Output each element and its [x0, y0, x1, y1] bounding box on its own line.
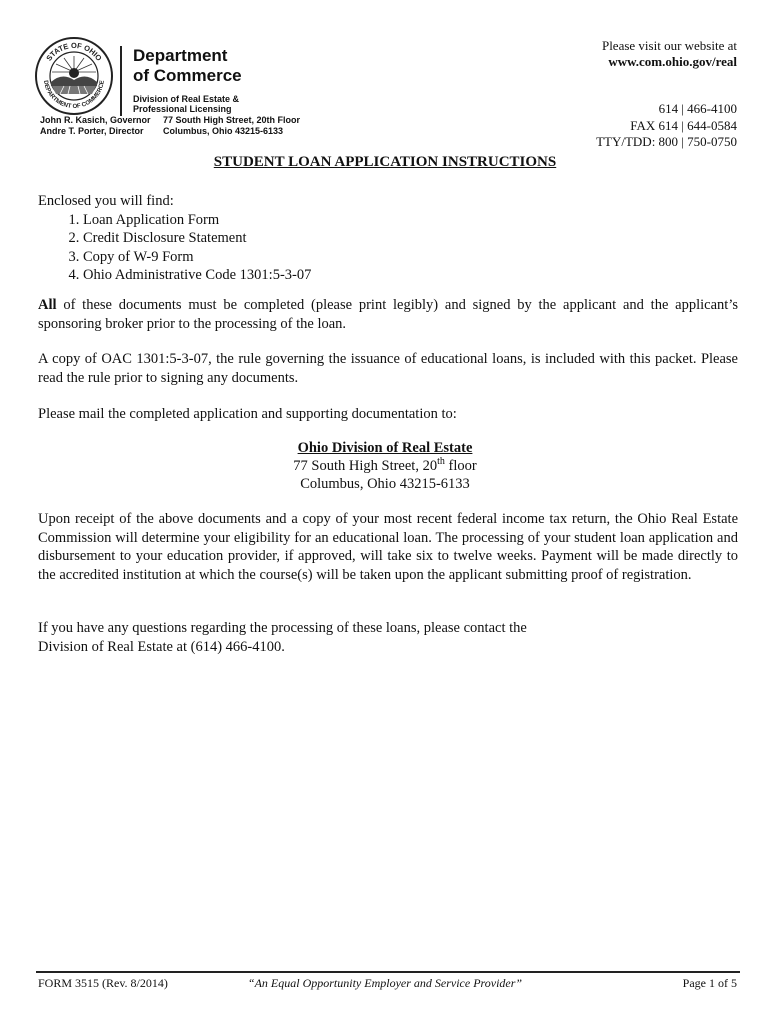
enclosed-intro: Enclosed you will find: — [38, 193, 174, 209]
contact-block — [596, 101, 737, 151]
division-line-1: Division of Real Estate & — [133, 94, 240, 104]
phone-number: 614 | 466-4100 — [658, 101, 737, 116]
footer-tagline: “An Equal Opportunity Employer and Service Provider” — [247, 976, 523, 990]
paragraph-bold-lead: All — [38, 297, 57, 313]
division-line-2: Professional Licensing — [133, 104, 232, 114]
form-number: FORM 3515 (Rev. 8/2014) — [38, 976, 168, 990]
website-url[interactable]: www.com.ohio.gov/real — [608, 54, 737, 69]
list-item: 1. Loan Application Form — [83, 211, 738, 230]
page-number: Page 1 of 5 — [682, 976, 737, 990]
office-address — [163, 115, 300, 136]
fax-number: FAX 614 | 644-0584 — [630, 117, 737, 133]
questions-line-1: If you have any questions regarding the processing of these loans, please contact the — [38, 620, 527, 636]
address-line-2: Columbus, Ohio 43215-6133 — [163, 125, 284, 136]
paragraph-text: of these documents must be completed (please print legibly) and signed by the applicant and the applicant’s sponsoring broker prior to the processing of the loan. — [38, 297, 738, 332]
mail-street — [0, 457, 770, 475]
enclosed-list — [38, 211, 738, 285]
tty-number: TTY/TDD: 800 | 750-0750 — [596, 134, 737, 149]
footer-divider — [36, 971, 740, 973]
ohio-seal-logo — [34, 36, 114, 116]
paragraph-mail-instructions: Please mail the completed application and supporting documentation to: — [38, 406, 457, 422]
director-name: Andre T. Porter, Director — [40, 125, 144, 136]
mail-street-suffix: th — [437, 456, 445, 468]
department-title — [133, 46, 242, 86]
paragraph-processing: Upon receipt of the above documents and a copy of your most recent federal income tax return, the Ohio Real Estate Commission will determine your eligibility for an educational loan. The processing of your student loan application and disbursement to your education provider, if approved, will take six to twelve weeks. Payment will be made directly to the accredited institution at which the course(s) will be taken upon the applicant submitting proof of registration. — [38, 511, 738, 583]
website-block — [602, 38, 737, 70]
seal-text-bottom: DEPARTMENT OF COMMERCE — [42, 80, 106, 111]
address-line-1: 77 South High Street, 20th Floor — [163, 115, 301, 125]
paragraph-oac-rule: A copy of OAC 1301:5-3-07, the rule governing the issuance of educational loans, is included with this packet. Please read the rule prior to signing any documents. — [38, 351, 738, 386]
list-item: 3. Copy of W-9 Form — [83, 248, 738, 267]
enclosed-section — [38, 192, 738, 285]
governor-name: John R. Kasich, Governor — [40, 115, 151, 125]
mail-recipient: Ohio Division of Real Estate — [297, 440, 473, 456]
mail-street-text: 77 South High Street, 20 — [293, 458, 438, 474]
paragraph-questions — [38, 619, 738, 656]
document-title: STUDENT LOAN APPLICATION INSTRUCTIONS — [213, 154, 557, 170]
website-label: Please visit our website at — [601, 38, 737, 53]
questions-line-2: Division of Real Estate at (614) 466-4100. — [38, 638, 285, 655]
commerce-line: of Commerce — [133, 66, 242, 85]
list-item: 2. Credit Disclosure Statement — [83, 229, 738, 248]
department-line: Department — [133, 46, 228, 65]
seal-text-top: STATE OF OHIO — [44, 40, 104, 63]
officials — [40, 115, 151, 136]
list-item: 4. Ohio Administrative Code 1301:5-3-07 — [83, 266, 738, 285]
mail-street-floor: floor — [444, 458, 477, 474]
paragraph-documents-required — [38, 296, 738, 333]
header-divider — [120, 46, 122, 116]
mail-city: Columbus, Ohio 43215-6133 — [300, 476, 470, 492]
division-name — [133, 94, 239, 114]
mailing-address — [0, 439, 770, 493]
